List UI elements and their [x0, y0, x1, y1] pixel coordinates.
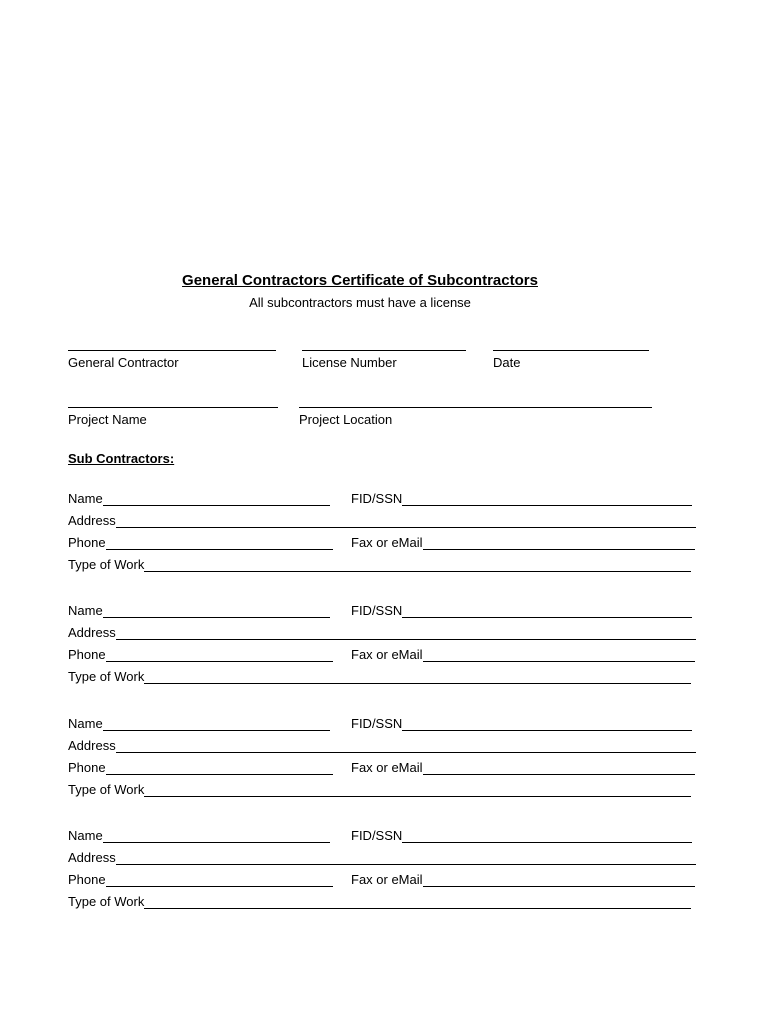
phone-input-line[interactable]: [106, 886, 333, 887]
sub-contractors-heading: Sub Contractors:: [68, 451, 175, 466]
phone-label: Phone: [68, 647, 106, 662]
address-input-line[interactable]: [116, 864, 696, 865]
subcontractor-3-name-field[interactable]: [68, 716, 330, 731]
address-input-line[interactable]: [116, 639, 696, 640]
subcontractor-2-type-of-work-field[interactable]: [68, 669, 691, 684]
type-of-work-input-line[interactable]: [144, 683, 691, 684]
subcontractor-4-name-field[interactable]: [68, 828, 330, 843]
name-label: Name: [68, 603, 103, 618]
type-of-work-input-line[interactable]: [144, 908, 691, 909]
subcontractor-4-phone-field[interactable]: [68, 872, 333, 887]
subcontractor-1-phone-field[interactable]: [68, 535, 333, 550]
address-label: Address: [68, 513, 116, 528]
subcontractor-2-phone-field[interactable]: [68, 647, 333, 662]
subcontractor-4-address-field[interactable]: [68, 850, 696, 865]
address-label: Address: [68, 738, 116, 753]
date-line[interactable]: [493, 350, 649, 351]
name-input-line[interactable]: [103, 842, 330, 843]
subcontractor-3-phone-field[interactable]: [68, 760, 333, 775]
fax-email-input-line[interactable]: [423, 774, 695, 775]
subcontractor-2-fax-email-field[interactable]: [351, 647, 695, 662]
fax-email-input-line[interactable]: [423, 549, 695, 550]
subcontractor-3-address-field[interactable]: [68, 738, 696, 753]
name-label: Name: [68, 828, 103, 843]
fid-ssn-input-line[interactable]: [402, 505, 692, 506]
phone-input-line[interactable]: [106, 549, 333, 550]
address-input-line[interactable]: [116, 527, 696, 528]
subcontractor-1-fid-ssn-field[interactable]: [351, 491, 692, 506]
subcontractor-2-fid-ssn-field[interactable]: [351, 603, 692, 618]
subcontractor-4-type-of-work-field[interactable]: [68, 894, 691, 909]
phone-input-line[interactable]: [106, 774, 333, 775]
fax-email-input-line[interactable]: [423, 886, 695, 887]
subcontractor-1-fax-email-field[interactable]: [351, 535, 695, 550]
form-title: General Contractors Certificate of Subcontractors: [182, 272, 538, 289]
fid-ssn-input-line[interactable]: [402, 617, 692, 618]
type-of-work-input-line[interactable]: [144, 571, 691, 572]
subcontractor-3-fid-ssn-field[interactable]: [351, 716, 692, 731]
fid-ssn-label: FID/SSN: [351, 716, 403, 731]
project-location-label: Project Location: [299, 412, 393, 427]
project-location-line[interactable]: [299, 407, 652, 408]
license-number-label: License Number: [302, 355, 397, 370]
fax-email-label: Fax or eMail: [351, 647, 423, 662]
license-number-line[interactable]: [302, 350, 466, 351]
subcontractor-4-fid-ssn-field[interactable]: [351, 828, 692, 843]
name-input-line[interactable]: [103, 730, 330, 731]
subcontractor-1-type-of-work-field[interactable]: [68, 557, 691, 572]
subcontractor-2-address-field[interactable]: [68, 625, 696, 640]
name-label: Name: [68, 491, 103, 506]
fax-email-label: Fax or eMail: [351, 760, 423, 775]
fid-ssn-input-line[interactable]: [402, 730, 692, 731]
subcontractor-3-type-of-work-field[interactable]: [68, 782, 691, 797]
project-name-label: Project Name: [68, 412, 147, 427]
subcontractor-3-fax-email-field[interactable]: [351, 760, 695, 775]
date-label: Date: [493, 355, 521, 370]
phone-label: Phone: [68, 760, 106, 775]
type-of-work-input-line[interactable]: [144, 796, 691, 797]
address-label: Address: [68, 850, 116, 865]
name-input-line[interactable]: [103, 617, 330, 618]
name-input-line[interactable]: [103, 505, 330, 506]
phone-input-line[interactable]: [106, 661, 333, 662]
address-input-line[interactable]: [116, 752, 696, 753]
subcontractor-1-address-field[interactable]: [68, 513, 696, 528]
subcontractor-2-name-field[interactable]: [68, 603, 330, 618]
type-of-work-label: Type of Work: [68, 669, 145, 684]
form-subtitle: All subcontractors must have a license: [249, 295, 471, 310]
type-of-work-label: Type of Work: [68, 782, 145, 797]
name-label: Name: [68, 716, 103, 731]
fax-email-label: Fax or eMail: [351, 872, 423, 887]
general-contractor-line[interactable]: [68, 350, 276, 351]
subcontractor-4-fax-email-field[interactable]: [351, 872, 695, 887]
subcontractor-1-name-field[interactable]: [68, 491, 330, 506]
fid-ssn-label: FID/SSN: [351, 491, 403, 506]
fid-ssn-input-line[interactable]: [402, 842, 692, 843]
type-of-work-label: Type of Work: [68, 894, 145, 909]
fax-email-input-line[interactable]: [423, 661, 695, 662]
fid-ssn-label: FID/SSN: [351, 603, 403, 618]
general-contractor-label: General Contractor: [68, 355, 179, 370]
project-name-line[interactable]: [68, 407, 278, 408]
phone-label: Phone: [68, 535, 106, 550]
fid-ssn-label: FID/SSN: [351, 828, 403, 843]
address-label: Address: [68, 625, 116, 640]
type-of-work-label: Type of Work: [68, 557, 145, 572]
fax-email-label: Fax or eMail: [351, 535, 423, 550]
phone-label: Phone: [68, 872, 106, 887]
